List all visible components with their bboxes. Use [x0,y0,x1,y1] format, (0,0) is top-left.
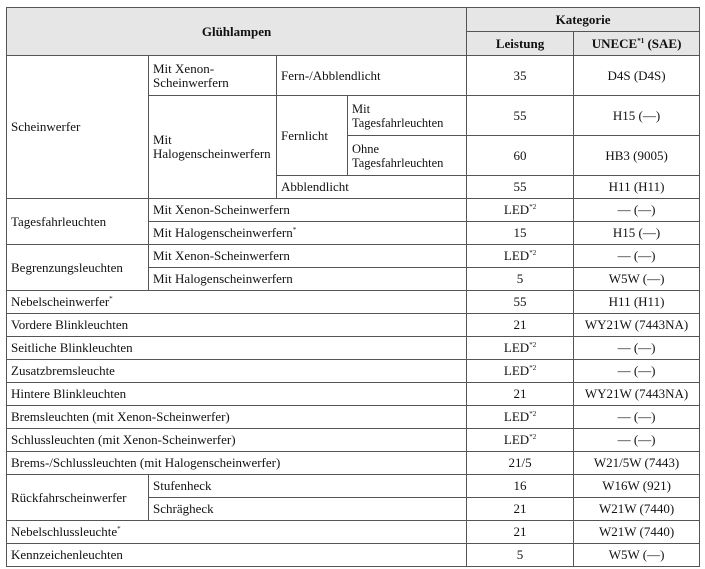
power-cell: LED$^{*2}$ [467,429,574,452]
bulb-spec-table [6,7,700,567]
row-label-brake-tail-halogen: Brems-/Schlussleuchten (mit Halogenscheinwerfer) [7,452,467,475]
code-cell: W5W (—) [574,544,700,567]
table-row [7,56,700,96]
row-label-fog: Nebelscheinwerfer* [7,291,467,314]
table-row [7,383,700,406]
variant-without-drl: Ohne Tagesfahrleuchten [348,136,467,176]
variant-xenon: Mit Xenon-Scheinwerfern [149,56,277,96]
power-cell: LED$^{*2}$ [467,360,574,383]
code-cell: H11 (H11) [574,176,700,199]
code-cell: — (—) [574,360,700,383]
bulb-spec-table-wrapper [6,7,700,567]
code-cell: H11 (H11) [574,291,700,314]
row-label-brake-xenon: Bremsleuchten (mit Xenon-Scheinwerfer) [7,406,467,429]
row-label-extra-brake: Zusatzbremsleuchte [7,360,467,383]
row-label-drl: Tagesfahrleuchten [7,199,149,245]
variant-low-beam: Abblendlicht [277,176,467,199]
power-cell: 60 [467,136,574,176]
variant-xenon: Mit Xenon-Scheinwerfern [149,199,467,222]
power-cell: 21 [467,498,574,521]
power-cell: 21/5 [467,452,574,475]
power-cell: 5 [467,544,574,567]
code-cell: W21/5W (7443) [574,452,700,475]
header-category: Kategorie [467,8,700,32]
header-bulbs: Glühlampen [7,8,467,56]
power-cell: LED$^{*2}$ [467,199,574,222]
table-row [7,406,700,429]
row-label-plate: Kennzeichenleuchten [7,544,467,567]
code-cell: W16W (921) [574,475,700,498]
row-label-headlights: Scheinwerfer [7,56,149,199]
code-cell: — (—) [574,337,700,360]
header-row-1 [7,8,700,32]
table-row [7,475,700,498]
table-row [7,429,700,452]
code-cell: — (—) [574,199,700,222]
code-cell: — (—) [574,406,700,429]
table-row [7,521,700,544]
code-cell: W21W (7440) [574,498,700,521]
power-cell: 21 [467,521,574,544]
table-row [7,544,700,567]
power-cell: 15 [467,222,574,245]
row-label-tail-xenon: Schlussleuchten (mit Xenon-Scheinwerfer) [7,429,467,452]
power-cell: LED$^{*2}$ [467,406,574,429]
table-row [7,291,700,314]
table-row [7,199,700,222]
power-cell: 5 [467,268,574,291]
code-cell: — (—) [574,429,700,452]
table-row [7,360,700,383]
variant-sedan: Stufenheck [149,475,467,498]
code-cell: HB3 (9005) [574,136,700,176]
power-cell: 55 [467,291,574,314]
row-label-rear-turn: Hintere Blinkleuchten [7,383,467,406]
power-cell: 55 [467,96,574,136]
code-cell: H15 (—) [574,222,700,245]
code-cell: WY21W (7443NA) [574,314,700,337]
row-label-reverse: Rückfahrscheinwerfer [7,475,149,521]
variant-xenon: Mit Xenon-Scheinwerfern [149,245,467,268]
power-cell: LED$^{*2}$ [467,245,574,268]
table-row [7,245,700,268]
row-label-rear-fog: Nebelschlussleuchte* [7,521,467,544]
variant-halogen: Mit Halogenscheinwerfern [149,268,467,291]
table-row [7,452,700,475]
code-cell: — (—) [574,245,700,268]
variant-halogen: Mit Halogenscheinwerfern* [149,222,467,245]
row-label-front-turn: Vordere Blinkleuchten [7,314,467,337]
row-label-position: Begrenzungsleuchten [7,245,149,291]
table-row [7,314,700,337]
variant-high-beam: Fernlicht [277,96,348,176]
variant-with-drl: Mit Tagesfahrleuchten [348,96,467,136]
header-unece: UNECE$^{*1}$ (SAE) [574,32,700,56]
variant-halogen: Mit Halogenscheinwerfern [149,96,277,199]
row-label-side-turn: Seitliche Blinkleuchten [7,337,467,360]
table-row [7,337,700,360]
power-cell: 16 [467,475,574,498]
variant-hatch: Schrägheck [149,498,467,521]
power-cell: 21 [467,314,574,337]
code-cell: WY21W (7443NA) [574,383,700,406]
variant-xenon-beam: Fern-/Abblendlicht [277,56,467,96]
code-cell: W5W (—) [574,268,700,291]
power-cell: 35 [467,56,574,96]
code-cell: H15 (—) [574,96,700,136]
code-cell: W21W (7440) [574,521,700,544]
power-cell: 21 [467,383,574,406]
power-cell: LED$^{*2}$ [467,337,574,360]
power-cell: 55 [467,176,574,199]
header-power: Leistung [467,32,574,56]
code-cell: D4S (D4S) [574,56,700,96]
